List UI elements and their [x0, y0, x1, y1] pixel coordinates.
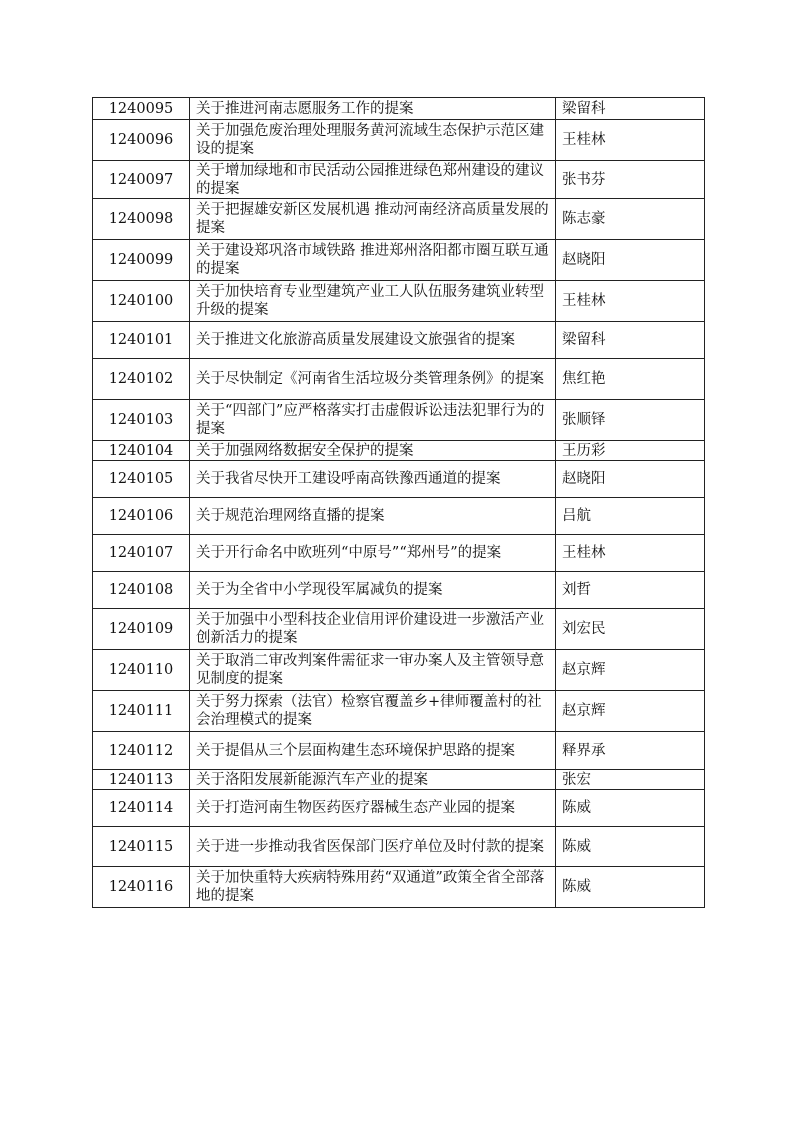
proposal-number: 1240107: [93, 535, 190, 572]
proposal-author: 梁留科: [556, 322, 705, 359]
proposal-author: 刘哲: [556, 572, 705, 609]
table-row: [93, 120, 705, 161]
proposal-number: 1240105: [93, 461, 190, 498]
table-row: [93, 691, 705, 732]
table-row: [93, 535, 705, 572]
proposal-number: 1240116: [93, 867, 190, 908]
proposal-title: 关于把握雄安新区发展机遇 推动河南经济高质量发展的提案: [190, 199, 556, 240]
proposal-author: 赵京辉: [556, 691, 705, 732]
proposal-number: 1240112: [93, 732, 190, 770]
table-row: [93, 199, 705, 240]
proposal-title: 关于加强中小型科技企业信用评价建设进一步激活产业创新活力的提案: [190, 609, 556, 650]
proposal-title: 关于加强网络数据安全保护的提案: [190, 441, 556, 461]
proposal-author: 王桂林: [556, 535, 705, 572]
proposal-title: 关于推进文化旅游高质量发展建设文旅强省的提案: [190, 322, 556, 359]
table-row: [93, 161, 705, 199]
proposal-title: 关于开行命名中欧班列“中原号”“郑州号”的提案: [190, 535, 556, 572]
proposal-number: 1240108: [93, 572, 190, 609]
table-row: [93, 400, 705, 441]
table-row: [93, 732, 705, 770]
proposal-number: 1240115: [93, 827, 190, 867]
proposal-number: 1240102: [93, 359, 190, 400]
proposal-author: 王历彩: [556, 441, 705, 461]
proposal-number: 1240113: [93, 770, 190, 790]
table-row: [93, 770, 705, 790]
proposal-author: 王桂林: [556, 120, 705, 161]
proposal-title: 关于提倡从三个层面构建生态环境保护思路的提案: [190, 732, 556, 770]
proposal-author: 陈威: [556, 867, 705, 908]
proposal-author: 陈威: [556, 790, 705, 827]
proposal-number: 1240100: [93, 281, 190, 322]
proposal-author: 焦红艳: [556, 359, 705, 400]
proposal-title: 关于规范治理网络直播的提案: [190, 498, 556, 535]
proposal-number: 1240114: [93, 790, 190, 827]
proposal-title: 关于进一步推动我省医保部门医疗单位及时付款的提案: [190, 827, 556, 867]
table-row: [93, 240, 705, 281]
table-row: [93, 461, 705, 498]
proposal-author: 张顺铎: [556, 400, 705, 441]
proposal-title: 关于尽快制定《河南省生活垃圾分类管理条例》的提案: [190, 359, 556, 400]
proposal-title: 关于取消二审改判案件需征求一审办案人及主管领导意见制度的提案: [190, 650, 556, 691]
proposal-author: 刘宏民: [556, 609, 705, 650]
table-row: [93, 827, 705, 867]
proposal-title: 关于打造河南生物医药医疗器械生态产业园的提案: [190, 790, 556, 827]
table-row: [93, 572, 705, 609]
proposal-author: 赵京辉: [556, 650, 705, 691]
proposal-author: 吕航: [556, 498, 705, 535]
proposal-number: 1240099: [93, 240, 190, 281]
proposal-author: 陈志豪: [556, 199, 705, 240]
proposal-number: 1240106: [93, 498, 190, 535]
proposal-title: 关于建设郑巩洛市域铁路 推进郑州洛阳都市圈互联互通的提案: [190, 240, 556, 281]
proposal-title: 关于我省尽快开工建设呼南高铁豫西通道的提案: [190, 461, 556, 498]
proposal-title: 关于加强危废治理处理服务黄河流域生态保护示范区建设的提案: [190, 120, 556, 161]
table-row: [93, 98, 705, 120]
proposal-title: 关于努力探索（法官）检察官覆盖乡+律师覆盖村的社会治理模式的提案: [190, 691, 556, 732]
proposal-title: 关于为全省中小学现役军属减负的提案: [190, 572, 556, 609]
proposal-author: 赵晓阳: [556, 240, 705, 281]
proposal-number: 1240098: [93, 199, 190, 240]
table-row: [93, 281, 705, 322]
proposal-number: 1240104: [93, 441, 190, 461]
table-row: [93, 790, 705, 827]
proposal-title: 关于推进河南志愿服务工作的提案: [190, 98, 556, 120]
proposal-table: [92, 97, 705, 908]
table-row: [93, 322, 705, 359]
proposal-number: 1240103: [93, 400, 190, 441]
proposal-title: 关于加快重特大疾病特殊用药“双通道”政策全省全部落地的提案: [190, 867, 556, 908]
proposal-number: 1240109: [93, 609, 190, 650]
proposal-author: 张宏: [556, 770, 705, 790]
proposal-author: 陈威: [556, 827, 705, 867]
table-row: [93, 867, 705, 908]
proposal-author: 赵晓阳: [556, 461, 705, 498]
proposal-title: 关于增加绿地和市民活动公园推进绿色郑州建设的建议的提案: [190, 161, 556, 199]
proposal-number: 1240101: [93, 322, 190, 359]
proposal-title: 关于加快培育专业型建筑产业工人队伍服务建筑业转型升级的提案: [190, 281, 556, 322]
proposal-author: 王桂林: [556, 281, 705, 322]
proposal-number: 1240097: [93, 161, 190, 199]
table-row: [93, 609, 705, 650]
table-row: [93, 359, 705, 400]
table-row: [93, 650, 705, 691]
proposal-number: 1240110: [93, 650, 190, 691]
proposal-title: 关于洛阳发展新能源汽车产业的提案: [190, 770, 556, 790]
proposal-author: 张书芬: [556, 161, 705, 199]
proposal-author: 梁留科: [556, 98, 705, 120]
proposal-number: 1240111: [93, 691, 190, 732]
proposal-author: 释界承: [556, 732, 705, 770]
proposal-title: 关于“四部门”应严格落实打击虚假诉讼违法犯罪行为的提案: [190, 400, 556, 441]
proposal-number: 1240096: [93, 120, 190, 161]
table-row: [93, 441, 705, 461]
proposal-table-body: [93, 98, 705, 908]
proposal-number: 1240095: [93, 98, 190, 120]
table-row: [93, 498, 705, 535]
